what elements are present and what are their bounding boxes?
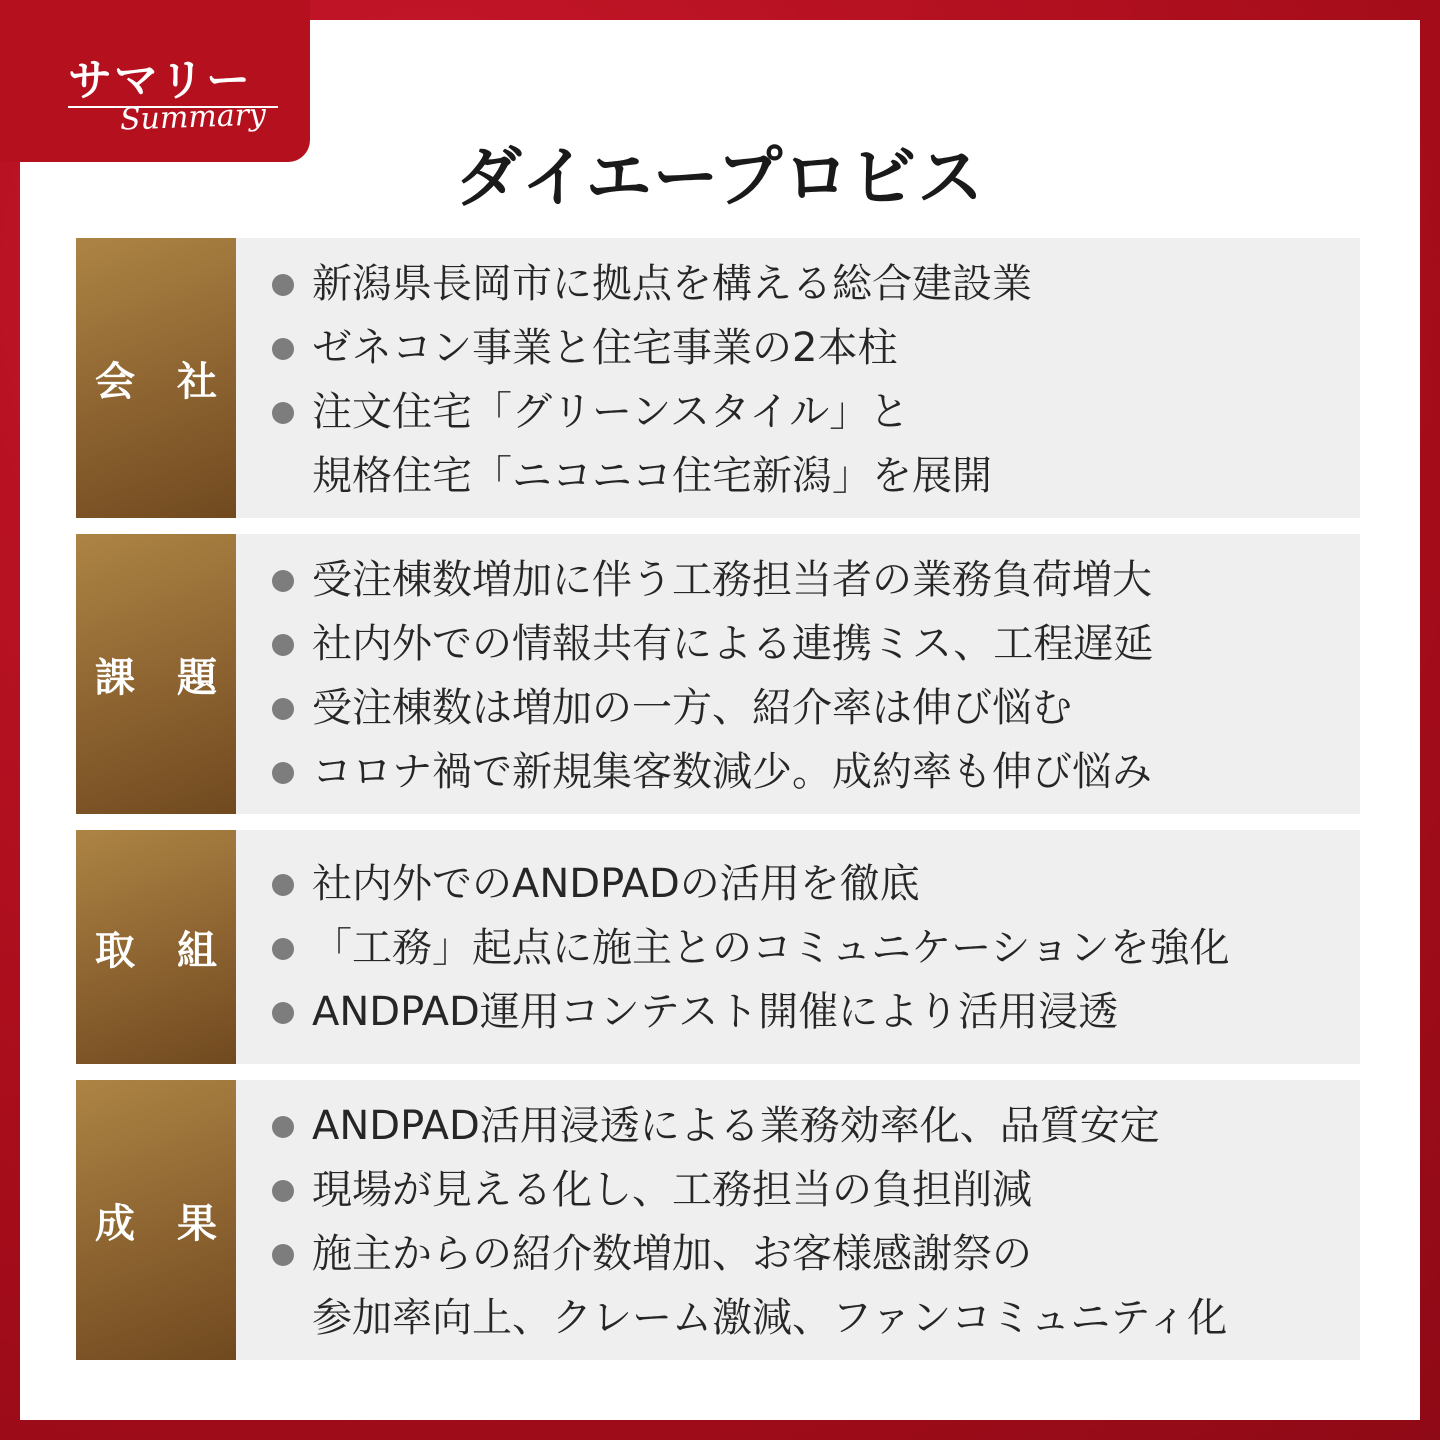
- list-item: ANDPAD運用コンテスト開催により活用浸透: [272, 980, 1350, 1044]
- bullet-icon: [272, 1244, 294, 1266]
- section-initiatives: [76, 830, 1360, 1064]
- section-label: [76, 1080, 236, 1360]
- bullet-icon: [272, 1002, 294, 1024]
- bullet-icon: [272, 338, 294, 360]
- list-item: 注文住宅「グリーンスタイル」と: [272, 380, 1350, 444]
- bullet-icon: [272, 874, 294, 896]
- badge-title: サマリー: [68, 55, 252, 106]
- bullet-icon: [272, 698, 294, 720]
- section-label: [76, 830, 236, 1064]
- list-item: ANDPAD活用浸透による業務効率化、品質安定: [272, 1094, 1350, 1158]
- list-item: 「工務」起点に施主とのコミュニケーションを強化: [272, 916, 1350, 980]
- section-items: [272, 548, 1350, 804]
- section-label-text: 課 題: [95, 654, 231, 701]
- list-item: 受注棟数は増加の一方、紹介率は伸び悩む: [272, 676, 1350, 740]
- list-item: 現場が見える化し、工務担当の負担削減: [272, 1158, 1350, 1222]
- section-items: [272, 852, 1350, 1044]
- bullet-icon: [272, 570, 294, 592]
- section-label-text: 会 社: [95, 358, 231, 405]
- bullet-icon: [272, 1116, 294, 1138]
- list-item: 社内外でのANDPADの活用を徹底: [272, 852, 1350, 916]
- section-company: [76, 238, 1360, 518]
- page-title: ダイエープロビス: [455, 139, 985, 216]
- bullet-icon: [272, 274, 294, 296]
- list-item: 施主からの紹介数増加、お客様感謝祭の: [272, 1222, 1350, 1286]
- section-label: [76, 238, 236, 518]
- section-issues: [76, 534, 1360, 814]
- bullet-icon: [272, 938, 294, 960]
- list-item-continuation: 規格住宅「ニコニコ住宅新潟」を展開: [312, 453, 992, 499]
- section-items: [272, 252, 1350, 508]
- section-results: [76, 1080, 1360, 1360]
- section-label-text: 取 組: [95, 927, 231, 974]
- bullet-icon: [272, 402, 294, 424]
- list-item: 新潟県長岡市に拠点を構える総合建設業: [272, 252, 1350, 316]
- section-label-text: 成 果: [95, 1200, 231, 1247]
- section-label: [76, 534, 236, 814]
- section-items: [272, 1094, 1350, 1350]
- list-item-continuation: 参加率向上、クレーム激減、ファンコミュニティ化: [312, 1295, 1228, 1341]
- list-item: 社内外での情報共有による連携ミス、工程遅延: [272, 612, 1350, 676]
- bullet-icon: [272, 634, 294, 656]
- list-item: コロナ禍で新規集客数減少。成約率も伸び悩み: [272, 740, 1350, 804]
- bullet-icon: [272, 1180, 294, 1202]
- list-item: ゼネコン事業と住宅事業の2本柱: [272, 316, 1350, 380]
- bullet-icon: [272, 762, 294, 784]
- list-item: 受注棟数増加に伴う工務担当者の業務負荷増大: [272, 548, 1350, 612]
- badge-subtitle: Summary: [119, 97, 267, 138]
